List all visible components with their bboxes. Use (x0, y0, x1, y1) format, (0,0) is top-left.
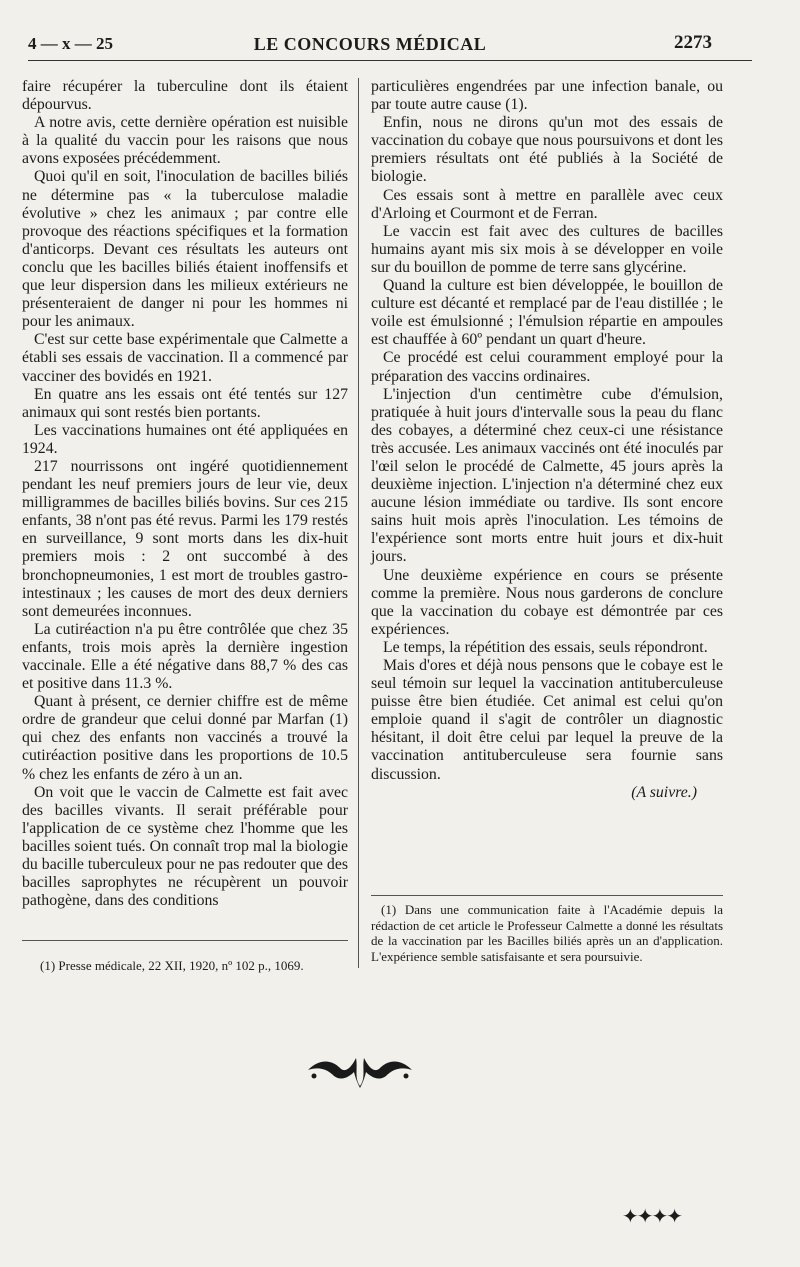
paragraph: On voit que le vaccin de Calmette est fait avec des bacilles vivants. Il serait préférable pour l'application de ce système chez l'homme que les bacilles soient tués. On connaît trop mal la biologie du bacille tuberculeux pour ne pas redouter que des bacilles saprophytes ne récupèrent un pouvoir pathogène, dans des conditions (22, 783, 348, 910)
right-column (371, 78, 723, 802)
to-be-continued: (A suivre.) (631, 783, 697, 801)
paragraph: Ces essais sont à mettre en parallèle avec ceux d'Arloing et Courmont et de Ferran. (371, 186, 723, 222)
paragraph: faire récupérer la tuberculine dont ils étaient dépourvus. (22, 78, 348, 114)
column-divider (358, 78, 359, 968)
footnote-left (30, 958, 348, 974)
paragraph: Quoi qu'il en soit, l'inoculation de bacilles biliés ne détermine pas « la tuberculose maladie évolutive » chez les animaux ; par contre elle provoque des réactions spécifiques et la formation d'anticorps. Devant ces résultats les auteurs ont conclu que les bacilles biliés étaient inoffensifs et que leur dispersion dans les milieux extérieurs ne présenteraient de danger ni pour les hommes ni pour les animaux. (22, 168, 348, 331)
paragraph: Quand la culture est bien développée, le bouillon de culture est décanté et remplacé par de l'eau distillée ; le voile est émulsionné ; l'émulsion répartie en ampoules est chauffée à 60º pendant un quart d'heure. (371, 277, 723, 349)
footnote-right (371, 902, 723, 964)
paragraph: particulières engendrées par une infection banale, ou par toute autre cause (1). (371, 78, 723, 114)
paragraph: Mais d'ores et déjà nous pensons que le cobaye est le seul témoin sur lequel la vaccination antituberculeuse puisse être bien étudiée. Cet animal est celui qu'on emploie quand il s'agit de contrôler un diagnostic hésitant, il doit être celui par lequel la preuve de la vaccination antituberculeuse sera fournie sans discussion. (371, 657, 723, 783)
paragraph: C'est sur cette base expérimentale que Calmette a établi ses essais de vaccination. Il a commencé par vacciner des bovidés en 1921. (22, 331, 348, 385)
fleuron-ornament-icon (300, 1048, 420, 1092)
page-header (28, 32, 712, 58)
paragraph: Quant à présent, ce dernier chiffre est de même ordre de grandeur que celui donné par Marfan (1) qui chez des enfants non vaccinés a trouvé la cutiréaction positive dans les proportions de 10.5 % chez les enfants de zéro à un an. (22, 693, 348, 783)
paragraph: Ce procédé est celui couramment employé pour la préparation des vaccins ordinaires. (371, 349, 723, 385)
issue-date: 4 — x — 25 (28, 34, 113, 53)
footnote-text: (1) Presse médicale, 22 XII, 1920, nº 102 p., 1069. (40, 958, 304, 973)
header-rule (28, 60, 752, 61)
paragraph: Les vaccinations humaines ont été appliquées en 1924. (22, 421, 348, 457)
paragraph: En quatre ans les essais ont été tentés sur 127 animaux qui sont restés bien portants. (22, 385, 348, 421)
footnote-text: (1) Dans une communication faite à l'Académie depuis la rédaction de cet article le Professeur Calmette a donné les résultats de la vaccination par les Bacilles biliés après un an d'application. L'expérience semble satisfaisante et sera poursuivie. (371, 902, 723, 964)
paragraph: L'injection d'un centimètre cube d'émulsion, pratiquée à huit jours d'intervalle sous la peau du flanc des cobayes, a déterminé chez ceux-ci une résistance très accusée. Les animaux vaccinés ont été inoculés par l'œil selon le procédé de Calmette, 45 jours après la deuxième injection. L'injection n'a déterminé chez eux aucune lésion immédiate ou tardive. Ils sont encore sains huit mois après l'inoculation. Les témoins de l'expérience sont morts entre huit jours et dix-huit jours. (371, 385, 723, 566)
left-column (22, 78, 348, 910)
paragraph: Le temps, la répétition des essais, seuls répondront. (383, 638, 708, 656)
paragraph: 217 nourrissons ont ingéré quotidiennement pendant les neuf premiers jours de leur vie, deux milligrammes de bacilles biliés bovins. Sur ces 215 enfants, 38 n'ont pas été revus. Parmi les 179 restés en surveillance, 9 sont morts dans les dix-huit premiers mois : 2 ont succombé à des bronchopneumonies, 1 est mort de troubles gastro-intestinaux ; les causes de mort des deux derniers sont demeurées inconnues. (22, 457, 348, 620)
paragraph: Le vaccin est fait avec des cultures de bacilles humains ayant mis six mois à se développer en voile sur du bouillon de pomme de terre sans glycérine. (371, 222, 723, 276)
footnote-rule-right (371, 895, 723, 896)
journal-title: LE CONCOURS MÉDICAL (253, 34, 487, 54)
end-mark: ✦✦✦✦ (622, 1206, 682, 1228)
paragraph: A notre avis, cette dernière opération est nuisible à la qualité du vaccin pour les raisons que nous avons exposées précédemment. (22, 114, 348, 168)
paragraph: Une deuxième expérience en cours se présente comme la première. Nous nous garderons de conclure que la vaccination du cobaye est démontrée par ces expériences. (371, 566, 723, 638)
paragraph: La cutiréaction n'a pu être contrôlée que chez 35 enfants, trois mois après la dernière ingestion vaccinale. Elle a été négative dans 88,7 % des cas et positive dans 11.3 %. (22, 620, 348, 693)
page-number: 2273 (674, 32, 712, 53)
footnote-rule-left (22, 940, 348, 941)
paragraph: Enfin, nous ne dirons qu'un mot des essais de vaccination du cobaye que nous poursuivons et dont les premiers résultats ont été publiés à la Société de biologie. (371, 114, 723, 186)
